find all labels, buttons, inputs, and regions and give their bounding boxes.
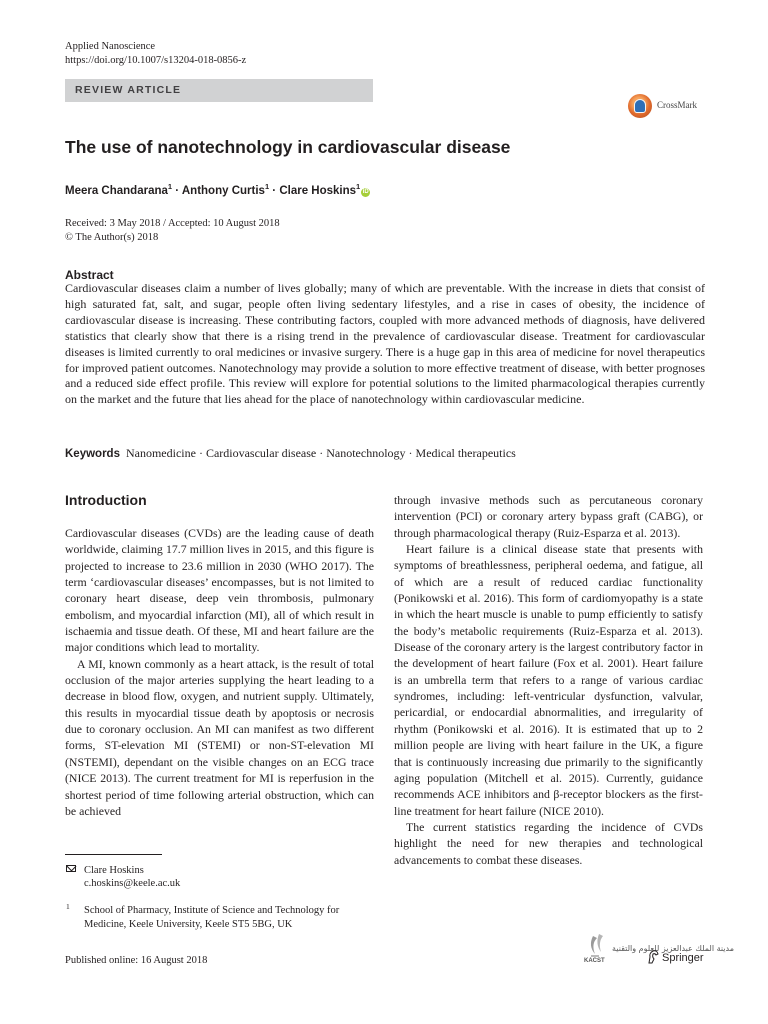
article-title: The use of nanotechnology in cardiovascular disease bbox=[65, 137, 511, 157]
journal-name: Applied Nanoscience bbox=[65, 41, 156, 52]
footnote-divider bbox=[65, 854, 162, 855]
orcid-icon[interactable]: iD bbox=[362, 188, 369, 195]
author-separator: · bbox=[172, 184, 182, 197]
affiliation-marker: 1 bbox=[264, 182, 270, 191]
kacst-arabic-name: مدينة الملك عبدالعزيز للعلوم والتقنية bbox=[612, 944, 735, 953]
body-paragraph: through invasive methods such as percutaneous coronary intervention (PCI) or coronary artery bypass graft (CABG), or through pharmacological therapy (Ruiz-Esparza et al. 2013). bbox=[394, 493, 703, 540]
crossmark-icon bbox=[628, 94, 652, 118]
article-type-bar bbox=[65, 79, 373, 102]
author-list bbox=[65, 179, 370, 199]
springer-horse-icon bbox=[646, 949, 660, 965]
author-name[interactable]: Clare Hoskins bbox=[279, 184, 357, 197]
keywords-line bbox=[65, 445, 516, 462]
right-column bbox=[394, 492, 703, 868]
received-accepted-dates: Received: 3 May 2018 / Accepted: 10 August 2018 bbox=[65, 218, 280, 229]
author-name[interactable]: Meera Chandarana bbox=[65, 184, 168, 197]
corresponding-author-name: Clare Hoskins bbox=[84, 865, 144, 876]
affiliation-text: School of Pharmacy, Institute of Science and Technology for Medicine, Keele University, Keele ST5 5BG, UK bbox=[84, 905, 340, 930]
affiliation-number: 1 bbox=[66, 902, 70, 911]
corresponding-author-email[interactable]: c.hoskins@keele.ac.uk bbox=[84, 878, 181, 889]
affiliation-marker: 1 bbox=[356, 182, 361, 191]
crossmark-badge[interactable] bbox=[628, 93, 704, 119]
springer-logo-text: Springer bbox=[662, 952, 704, 964]
keywords-label: Keywords bbox=[65, 448, 120, 460]
left-column bbox=[65, 525, 374, 819]
author-name[interactable]: Anthony Curtis bbox=[181, 184, 265, 197]
keywords-list: Nanomedicine · Cardiovascular disease · Nanotechnology · Medical therapeutics bbox=[125, 446, 516, 460]
body-paragraph: The current statistics regarding the incidence of CVDs highlight the need for new therapies and technological advancements to combat these diseases. bbox=[394, 819, 703, 867]
section-heading-introduction: Introduction bbox=[65, 492, 147, 508]
affiliation-marker: 1 bbox=[167, 182, 173, 191]
bookmark-icon bbox=[634, 99, 646, 113]
published-online-date: Published online: 16 August 2018 bbox=[65, 955, 208, 966]
envelope-icon bbox=[66, 865, 76, 872]
kacst-acronym: KACST bbox=[584, 958, 605, 964]
crossmark-label: CrossMark bbox=[657, 100, 697, 110]
abstract-heading: Abstract bbox=[65, 268, 114, 282]
body-paragraph: A MI, known commonly as a heart attack, is the result of total occlusion of the major arteries supplying the heart leading to a decrease in blood flow, oxygen, and nutrient supply. Ultimately, this results in myocardial tissue death by apoptosis or necrosis due to coronary occlusion. An MI can manifest as two different forms, ST-elevation MI (STEMI) or non-ST-elevation MI (NSTEMI), dependant on the visible changes on an ECG trace (NICE 2013). The current treatment for MI is reperfusion in the shortest period of time following arterial obstruction, which can be achieved bbox=[65, 656, 374, 818]
body-paragraph: Heart failure is a clinical disease state that presents with symptoms of breathlessness, peripheral oedema, and fatigue, all of which are a result of reduced cardiac functionality (Ponikowski et al. 2016). This form of cardiomyopathy is a state in which the heart muscle is unable to pump efficiently to satisfy the body’s metabolic requirements (Ruiz-Esparza et al. 2013). Disease of the coronary artery is the largest contributory factor in the development of heart failure (Fox et al. 2001). Heart failure is an umbrella term that refers to a range of various cardiac syndromes, including: left-ventricular dysfunction, valvular, pericardial, or endocardial abnormalities, and irregularity of rhythm (Ponikowski et al. 2016). It is estimated that up to 2 million people are living with heart failure in the UK, a figure that is continuously increasing due primarily to the significantly aging population (Mitchell et al. 2015). Currently, guidance recommends ACE inhibitors and β-receptor blockers as the first-line treatment for heart failure (NICE 2010). bbox=[394, 542, 703, 818]
doi-link[interactable]: https://doi.org/10.1007/s13204-018-0856-z bbox=[65, 55, 247, 66]
body-paragraph: Cardiovascular diseases (CVDs) are the leading cause of death worldwide, claiming 17.7 million lives in 2015, and this figure is projected to increase to 23.6 million in 2030 (WHO 2017). The term ‘cardiovascular diseases’ encompasses, but is not limited to coronary heart disease, deep vein thrombosis, pulmonary embolism, and myocardial infarction (MI), all of which result in ischaemia and tissue death. Of these, MI and heart failure are the major conditions which lead to mortality. bbox=[65, 526, 374, 655]
article-type-label: REVIEW ARTICLE bbox=[75, 84, 182, 96]
copyright-notice: © The Author(s) 2018 bbox=[65, 232, 159, 243]
author-separator: · bbox=[269, 184, 280, 197]
abstract-text: Cardiovascular diseases claim a number of lives globally; many of which are preventable. With the increase in diets that consist of high saturated fat, salt, and sugar, people often living sedentary lifestyles, and a rise in cases of obesity, the incidence of cardiovascular disease is increasing. These contributing factors, coupled with more advanced methods of diagnosis, have delivered statistics that clearly show that there is a rising trend in the prevalence of cardiovascular disease. Treatment for cardiovascular diseases is limited currently to oral medicines or invasive surgery. There is a huge gap in this area of medicine for novel therapeutics for improved patient outcomes. Nanotechnology may provide a solution to more effective treatment of disease, with better prognoses and a reduced side effect profile. This review will explore for potential solutions to the limited pharmacological therapies currently on the market and the future that lies ahead for the place of nanotechnology within cardiovascular medicine. bbox=[65, 281, 705, 407]
